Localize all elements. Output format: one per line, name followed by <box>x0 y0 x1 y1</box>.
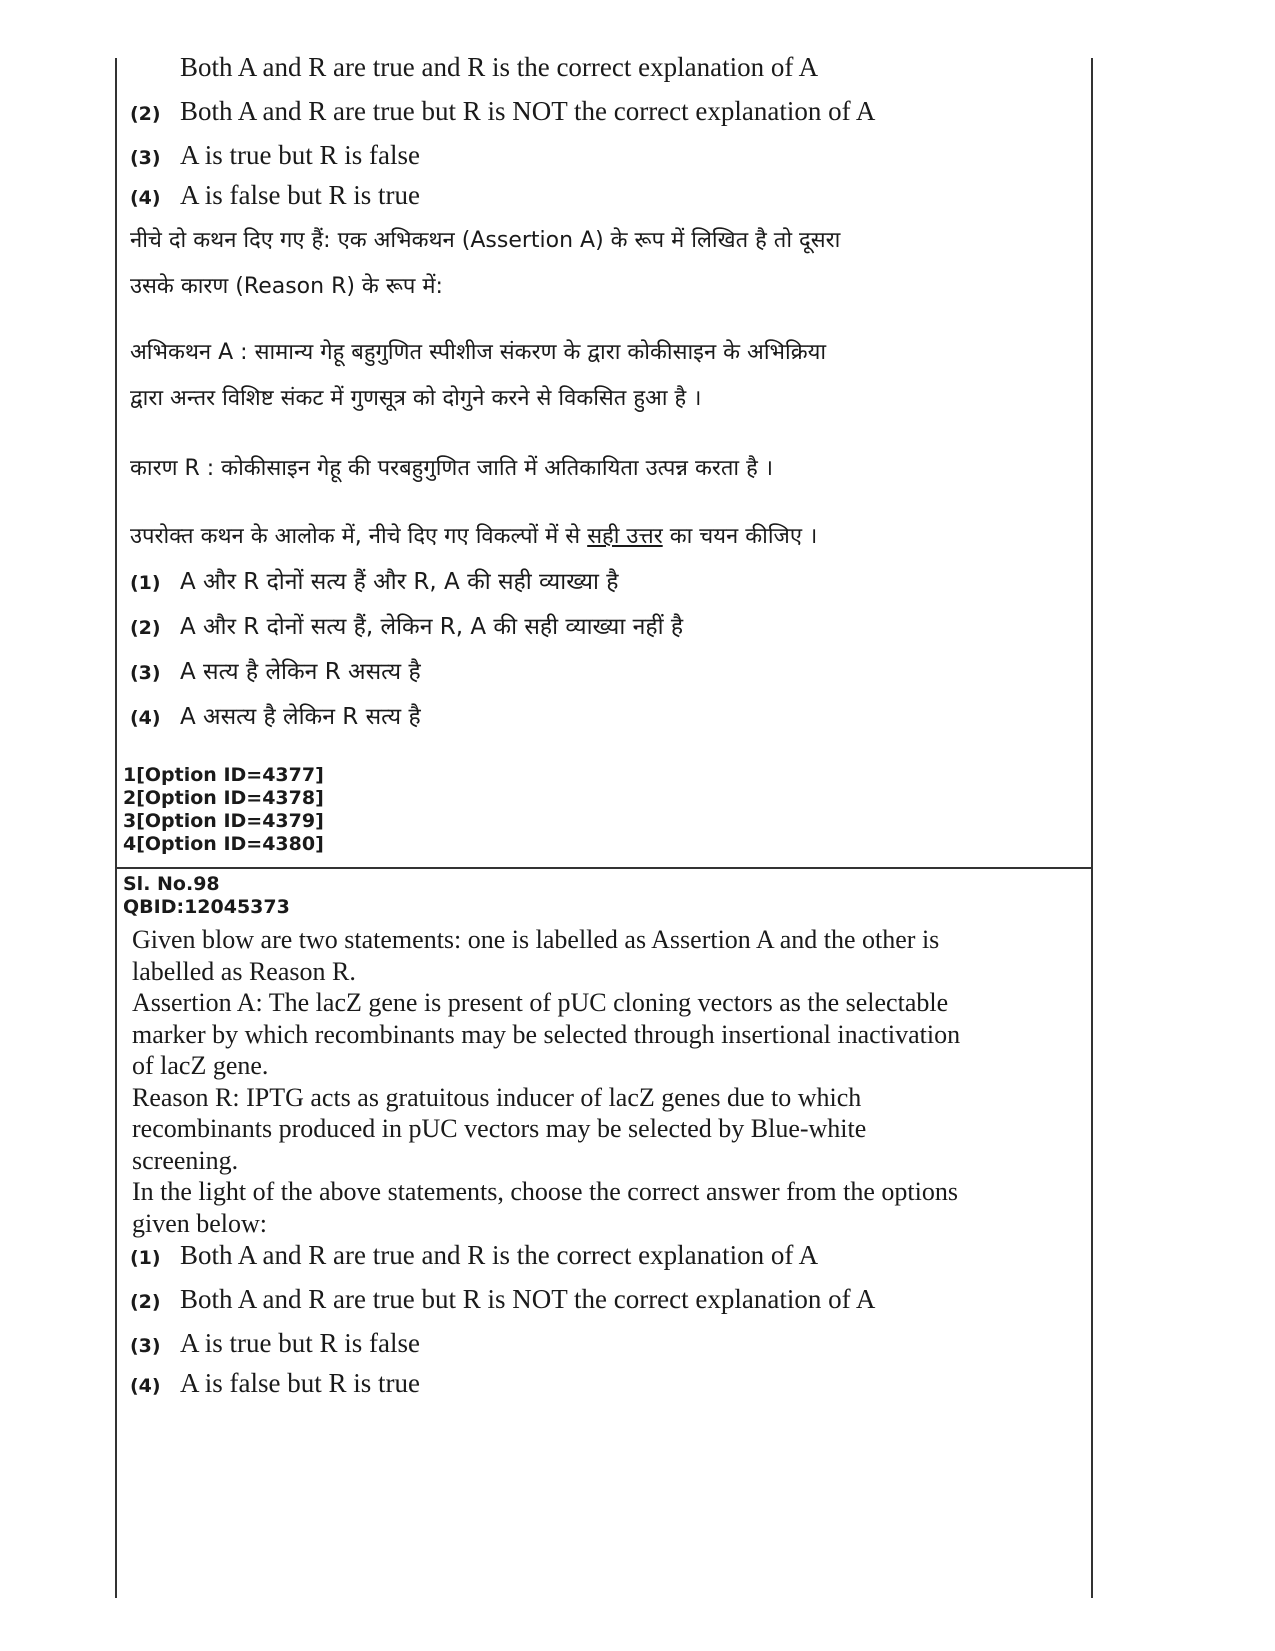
question-line: Given blow are two statements: one is labelled as Assertion A and the other is <box>132 925 940 954</box>
option-text: A और R दोनों सत्य हैं, लेकिन R, A की सही व्याख्या नहीं है <box>180 614 684 640</box>
question-line: screening. <box>132 1145 239 1175</box>
option-text: A is true but R is false <box>180 140 420 170</box>
option-number: (1) <box>130 572 161 594</box>
option-id: 2[Option ID=4378] <box>123 787 324 809</box>
question-line: Reason R: IPTG acts as gratuitous inducer of lacZ genes due to which <box>132 1082 862 1112</box>
option-text: Both A and R are true and R is the correct explanation of A <box>180 52 819 82</box>
prev-options-en <box>130 52 1080 220</box>
option-id: 1[Option ID=4377] <box>123 764 324 786</box>
prev-option-en-2 <box>130 96 1080 140</box>
prev-hindi-body <box>130 218 1080 310</box>
prev-hindi-reason <box>130 446 1080 492</box>
question-meta <box>123 873 290 919</box>
prev-options-hi <box>130 564 1080 744</box>
option-text: A और R दोनों सत्य हैं और R, A की सही व्याख्या है <box>180 569 619 595</box>
option-number: (4) <box>130 707 161 729</box>
option-text: Both A and R are true but R is NOT the correct explanation of A <box>180 1284 876 1314</box>
option-number: (2) <box>130 103 161 125</box>
question-body <box>132 924 1072 1239</box>
prev-option-en-3 <box>130 140 1080 180</box>
prev-option-hi-3 <box>130 654 1080 699</box>
option-id: 4[Option ID=4380] <box>123 833 324 855</box>
option-text: Both A and R are true and R is the correct explanation of A <box>180 1240 819 1270</box>
question-line: given below: <box>132 1208 268 1238</box>
question-line: In the light of the above statements, choose the correct answer from the options <box>132 1177 958 1206</box>
option-number: (3) <box>130 1335 161 1357</box>
hindi-instruction-line <box>130 514 1080 560</box>
question-line: recombinants produced in pUC vectors may be selected by Blue-white <box>132 1114 867 1143</box>
option-id: 3[Option ID=4379] <box>123 810 324 832</box>
option-text: Both A and R are true but R is NOT the correct explanation of A <box>180 96 876 126</box>
option-number: (2) <box>130 1291 161 1313</box>
hindi-reason-line: कारण R : कोकीसाइन गेहू की परबहुगुणित जाति में अतिकायिता उत्पन्न करता है । <box>130 456 774 481</box>
option-2 <box>130 1284 1080 1328</box>
serial-number: Sl. No.98 <box>123 873 220 895</box>
page-frame-left-border <box>115 58 117 1598</box>
option-number: (4) <box>130 1375 161 1397</box>
page-frame-right-border <box>1091 58 1093 1598</box>
option-number: (4) <box>130 187 161 209</box>
question-divider <box>117 867 1091 869</box>
hindi-assertion-line-1: अभिकथन A : सामान्य गेहू बहुगुणित स्पीशीज संकरण के द्वारा कोकीसाइन के अभिक्रिया <box>130 340 827 365</box>
option-text: A असत्य है लेकिन R सत्य है <box>180 704 421 730</box>
option-number: (1) <box>130 1247 161 1269</box>
qbid: QBID:12045373 <box>123 896 290 918</box>
option-number: (3) <box>130 147 161 169</box>
option-number: (3) <box>130 662 161 684</box>
question-line: of lacZ gene. <box>132 1051 269 1080</box>
prev-option-en-4 <box>130 180 1080 220</box>
question-line: labelled as Reason R. <box>132 956 356 986</box>
prev-option-hi-1 <box>130 564 1080 609</box>
hindi-intro-line-2: उसके कारण (Reason R) के रूप में: <box>130 274 443 299</box>
option-text: A is false but R is true <box>180 180 420 210</box>
prev-option-en-1 <box>130 52 1080 96</box>
option-id-list <box>123 764 324 856</box>
option-1 <box>130 1240 1080 1284</box>
hindi-instruction-post: का चयन कीजिए । <box>669 524 818 549</box>
question-options <box>130 1240 1080 1408</box>
hindi-instruction-underlined: सही उत्तर <box>587 524 663 549</box>
option-text: A सत्य है लेकिन R असत्य है <box>180 659 421 685</box>
prev-option-hi-4 <box>130 699 1080 744</box>
hindi-instruction-pre: उपरोक्त कथन के आलोक में, नीचे दिए गए विकल्पों में से <box>130 524 581 549</box>
hindi-assertion-line-2: द्वारा अन्तर विशिष्ट संकट में गुणसूत्र को दोगुने करने से विकसित हुआ है । <box>130 386 702 411</box>
hindi-intro-line-1: नीचे दो कथन दिए गए हैं: एक अभिकथन (Assertion A) के रूप में लिखित है तो दूसरा <box>130 228 841 253</box>
prev-option-hi-2 <box>130 609 1080 654</box>
option-4 <box>130 1368 1080 1408</box>
option-text: A is true but R is false <box>180 1328 420 1358</box>
question-line: marker by which recombinants may be selected through insertional inactivation <box>132 1019 961 1049</box>
option-3 <box>130 1328 1080 1368</box>
option-number: (2) <box>130 617 161 639</box>
prev-hindi-assertion <box>130 330 1080 422</box>
prev-hindi-instruction <box>130 514 1080 560</box>
option-text: A is false but R is true <box>180 1368 420 1398</box>
question-line: Assertion A: The lacZ gene is present of pUC cloning vectors as the selectable <box>132 988 949 1017</box>
